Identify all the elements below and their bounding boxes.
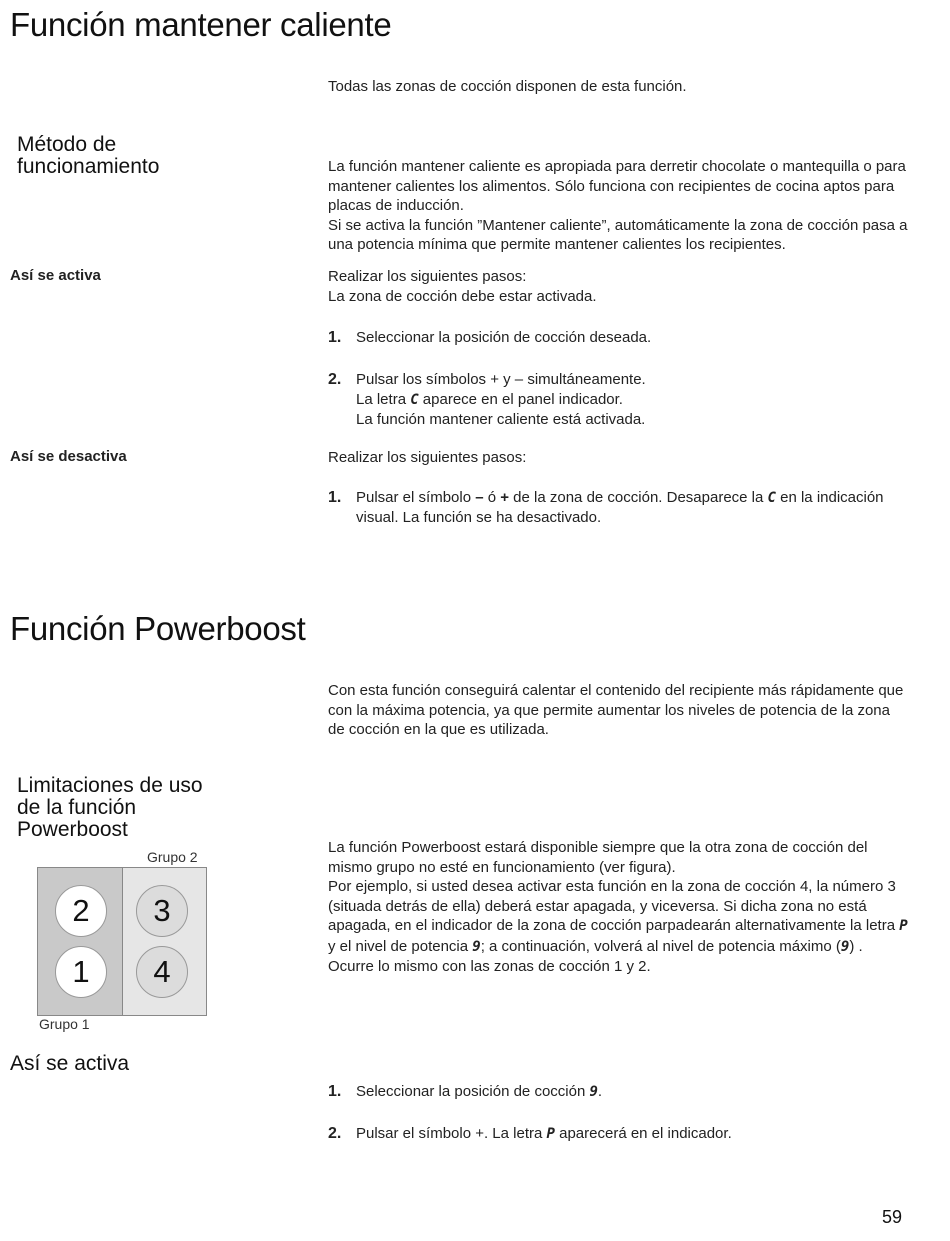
activate-label: Así se activa: [10, 267, 101, 284]
deactivate-intro: Realizar los siguientes pasos:: [328, 449, 527, 466]
step-text: Seleccionar la posición de cocción deseada.: [356, 329, 652, 346]
limits-heading-line3: Powerboost: [17, 818, 128, 841]
step-number: 1.: [328, 329, 342, 346]
method-heading-line2: funcionamiento: [17, 155, 160, 178]
text-fragment: aparece en el panel indicador.: [418, 391, 623, 408]
text-fragment: ) . Ocurre lo mismo con las zonas de cocción 1 y 2.: [328, 937, 863, 975]
plus-symbol: +: [500, 489, 510, 506]
powerboost-step-2: [328, 1124, 908, 1144]
text-fragment: Por ejemplo, si usted desea activar esta función en la zona de cocción 4, la número 3 (situada detrás de ella) deberá estar apagada, y viceversa. Si dicha zona no está apagada, en el indicador de la zona de cocción parpadearán alternativamente la letra: [328, 878, 900, 934]
display-symbol-p: P: [899, 918, 908, 934]
limits-heading-line2: de la función: [17, 796, 137, 819]
group-1-label: Grupo 1: [39, 1016, 90, 1032]
method-heading-line1: Método de: [17, 133, 117, 156]
display-symbol-c: C: [767, 490, 776, 506]
step-text: [356, 1124, 908, 1144]
powerboost-intro: Con esta función conseguirá calentar el contenido del recipiente más rápidamente que con la máxima potencia, ya que permite aumentar los niveles de potencia de la zona de cocción en la que es utilizada.: [328, 682, 904, 738]
step-number: 1.: [328, 1083, 342, 1100]
method-paragraph-1: La función mantener caliente es apropiada para derretir chocolate o mantequilla o para mantener calientes los alimentos. Sólo funciona con recipientes de cocina aptos para placas de inducción.: [328, 158, 906, 214]
minus-symbol: –: [475, 489, 484, 506]
powerboost-activate-heading: Así se activa: [10, 1052, 130, 1075]
text-fragment: de la zona de cocción. Desaparece la: [509, 489, 768, 506]
display-symbol-9: 9: [840, 938, 850, 955]
method-paragraph-2: Si se activa la función ”Mantener caliente”, automáticamente la zona de cocción pasa a una potencia mínima que permite mantener calientes los recipientes.: [328, 216, 908, 253]
text-fragment: Pulsar el símbolo: [356, 489, 476, 506]
text-fragment: ; a continuación, volverá al nivel de potencia máximo (: [480, 937, 841, 955]
text-fragment: ó: [483, 489, 501, 506]
text-fragment: Seleccionar la posición de cocción: [356, 1083, 590, 1100]
step-text: [356, 1082, 908, 1102]
activate-intro-line2: La zona de cocción debe estar activada.: [328, 287, 597, 305]
group-2-label: Grupo 2: [147, 849, 198, 865]
step-number: 1.: [328, 489, 342, 506]
step-2-line-1: Pulsar los símbolos + y – simultáneamente.: [356, 371, 646, 388]
cooking-zone-2: 2: [55, 885, 107, 937]
text-fragment: y el nivel de potencia: [328, 937, 473, 955]
activate-intro-line1: Realizar los siguientes pasos:: [328, 268, 527, 285]
step-2-line-3: La función mantener caliente está activada.: [356, 411, 646, 428]
cooking-zone-1: 1: [55, 946, 107, 998]
step-text: [356, 488, 908, 528]
text-fragment: .: [597, 1083, 603, 1100]
text-fragment: La letra: [356, 391, 411, 408]
step-2-line-2: [356, 390, 908, 410]
method-body: [328, 157, 908, 255]
limits-paragraph-2: [328, 877, 908, 977]
step-number: 2.: [328, 371, 342, 388]
display-symbol-c: C: [410, 392, 419, 408]
section-title-keep-warm: Función mantener caliente: [10, 6, 392, 43]
activate-intro: [328, 267, 908, 306]
deactivate-step-1: [328, 488, 908, 528]
text-fragment: aparecerá en el indicador.: [554, 1125, 732, 1142]
cooktop-diagram: [37, 867, 207, 1016]
limits-heading-line1: Limitaciones de uso: [17, 774, 203, 797]
limits-heading: [17, 775, 203, 841]
activate-step-1: [328, 328, 908, 348]
deactivate-label: Así se desactiva: [10, 448, 127, 465]
activate-step-2: [328, 370, 908, 430]
section-title-powerboost: Función Powerboost: [10, 610, 306, 647]
text-fragment: en la indicación visual. La función se ha desactivado.: [356, 489, 884, 526]
powerboost-step-1: [328, 1082, 908, 1102]
cooking-zone-4: 4: [136, 946, 188, 998]
text-fragment: Pulsar el símbolo +. La letra: [356, 1125, 547, 1142]
step-number: 2.: [328, 1125, 342, 1142]
display-symbol-p: P: [546, 1126, 555, 1142]
cooking-zone-3: 3: [136, 885, 188, 937]
display-symbol-9: 9: [472, 938, 481, 955]
method-heading: [17, 134, 159, 178]
limits-body: [328, 838, 908, 977]
keep-warm-intro: Todas las zonas de cocción disponen de esta función.: [328, 78, 687, 95]
step-text: [356, 370, 908, 430]
page-number: 59: [882, 1207, 903, 1227]
display-symbol-9: 9: [589, 1084, 598, 1100]
limits-paragraph-1: La función Powerboost estará disponible siempre que la otra zona de cocción del mismo grupo no esté en funcionamiento (ver figura).: [328, 839, 868, 876]
